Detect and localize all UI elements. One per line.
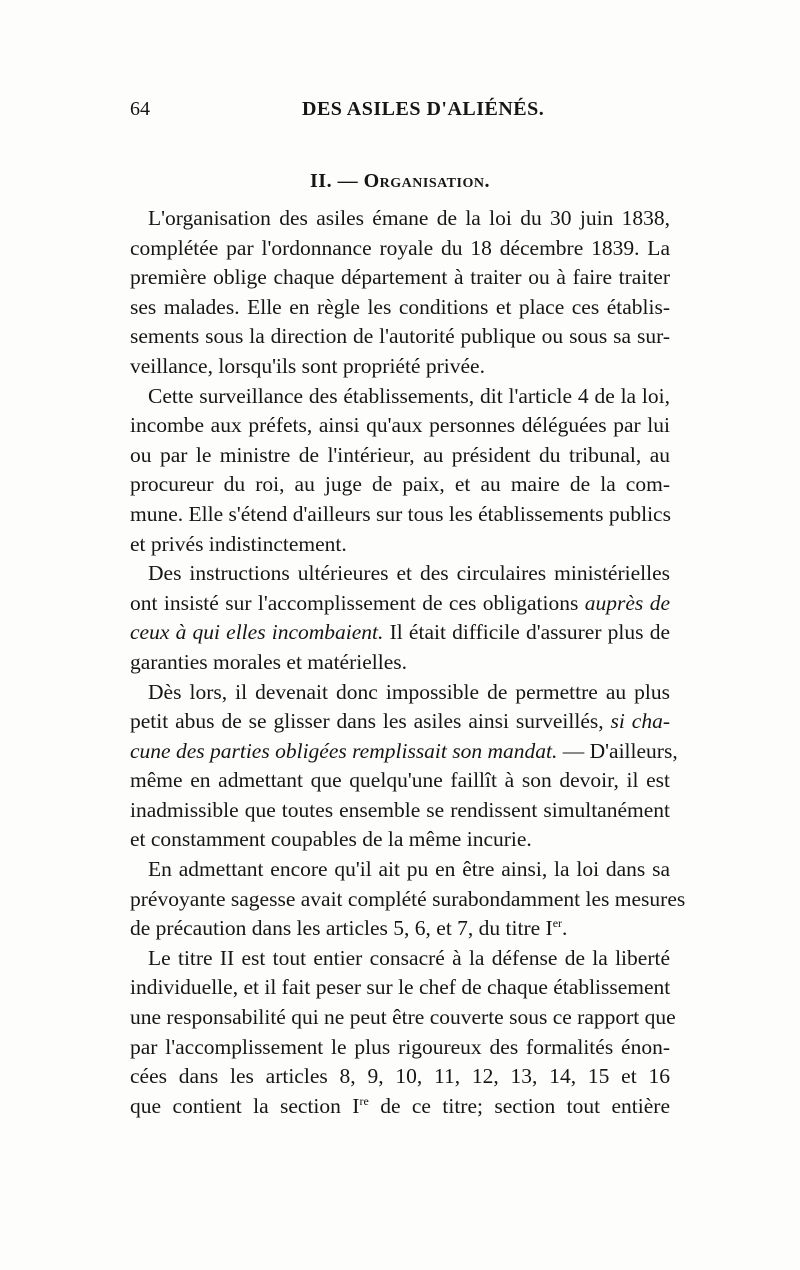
paragraph-3 [130, 559, 670, 677]
text-line: En admettant encore qu'il ait pu en être ainsi, la loi dans sa [148, 857, 670, 882]
text-run: ont insisté sur l'accomplissement de ces obligations [130, 590, 585, 615]
text-line: inadmissible que toutes ensemble se rendissent simultanément [130, 797, 670, 822]
text-line: incombe aux préfets, ainsi qu'aux personnes déléguées par lui [130, 413, 670, 438]
text-line: veillance, lorsqu'ils sont propriété privée. [130, 353, 485, 378]
body-text [130, 204, 686, 1121]
italic-run: auprès de [584, 590, 670, 615]
text-line: Des instructions ultérieures et des circulaires ministérielles [148, 561, 670, 586]
text-run: de ce titre; section tout entière [368, 1093, 670, 1118]
text-run: Il était difficile d'assurer plus de [383, 620, 670, 645]
paragraph-4 [130, 678, 678, 856]
text-run: petit abus de se glisser dans les asiles ainsi surveillés, [130, 709, 611, 734]
section-heading [0, 170, 800, 193]
text-line: et constamment coupables de la même incurie. [130, 827, 532, 852]
text-line: ses malades. Elle en règle les conditions et place ces établis- [130, 294, 670, 319]
text-line: mune. Elle s'étend d'ailleurs sur tous les établissements publics [130, 501, 671, 526]
text-line: individuelle, et il fait peser sur le chef de chaque établissement [130, 975, 671, 1000]
text-line: ou par le ministre de l'intérieur, au président du tribunal, au [130, 442, 670, 467]
text-line: cées dans les articles 8, 9, 10, 11, 12, 13, 14, 15 et 16 [130, 1064, 670, 1089]
paragraph-2 [130, 382, 670, 560]
text-line: une responsabilité qui ne peut être couverte sous ce rapport que [130, 1005, 676, 1030]
paragraph-5 [130, 855, 686, 944]
text-line: Le titre II est tout entier consacré à la défense de la liberté [148, 945, 670, 970]
superscript: re [359, 1093, 369, 1108]
text-line: première oblige chaque département à traiter ou à faire traiter [130, 265, 670, 290]
paragraph-6 [130, 944, 676, 1122]
text-line [130, 737, 678, 767]
italic-run: cune des parties obligées remplissait son mandat. [130, 738, 558, 763]
text-line [130, 914, 670, 944]
text-line: et privés indistinctement. [130, 531, 347, 556]
text-line: procureur du roi, au juge de paix, et au maire de la com- [130, 472, 670, 497]
running-head [130, 98, 670, 124]
paragraph-1 [130, 204, 670, 382]
text-line [130, 707, 670, 737]
text-run: . [562, 916, 568, 941]
text-line: complétée par l'ordonnance royale du 18 décembre 1839. La [130, 235, 670, 260]
text-line: Dès lors, il devenait donc impossible de permettre au plus [148, 679, 670, 704]
text-line [130, 618, 670, 648]
italic-run: si cha- [610, 709, 670, 734]
text-line: par l'accomplissement le plus rigoureux des formalités énon- [130, 1034, 670, 1059]
text-line: Cette surveillance des établissements, dit l'article 4 de la loi, [148, 383, 670, 408]
text-line: garanties morales et matérielles. [130, 649, 407, 674]
text-run: de précaution dans les articles 5, 6, et 7, du titre I [130, 916, 553, 941]
page-number: 64 [130, 98, 150, 120]
italic-run: ceux à qui elles incombaient. [130, 620, 384, 645]
superscript: er [552, 916, 563, 931]
text-line [130, 589, 670, 619]
text-line: L'organisation des asiles émane de la loi du 30 juin 1838, [148, 206, 670, 230]
section-title: Organisation. [363, 170, 490, 192]
text-line: prévoyante sagesse avait complété surabondamment les mesures [130, 886, 686, 911]
text-line: même en admettant que quelqu'une faillît à son devoir, il est [130, 768, 670, 793]
running-title: DES ASILES D'ALIÉNÉS. [302, 98, 545, 120]
text-line: sements sous la direction de l'autorité publique ou sous sa sur- [130, 324, 670, 349]
text-line [130, 1092, 670, 1122]
text-run: que contient la section I [130, 1093, 360, 1118]
text-run: — D'ailleurs, [557, 738, 678, 763]
section-number: II. — [310, 170, 359, 192]
